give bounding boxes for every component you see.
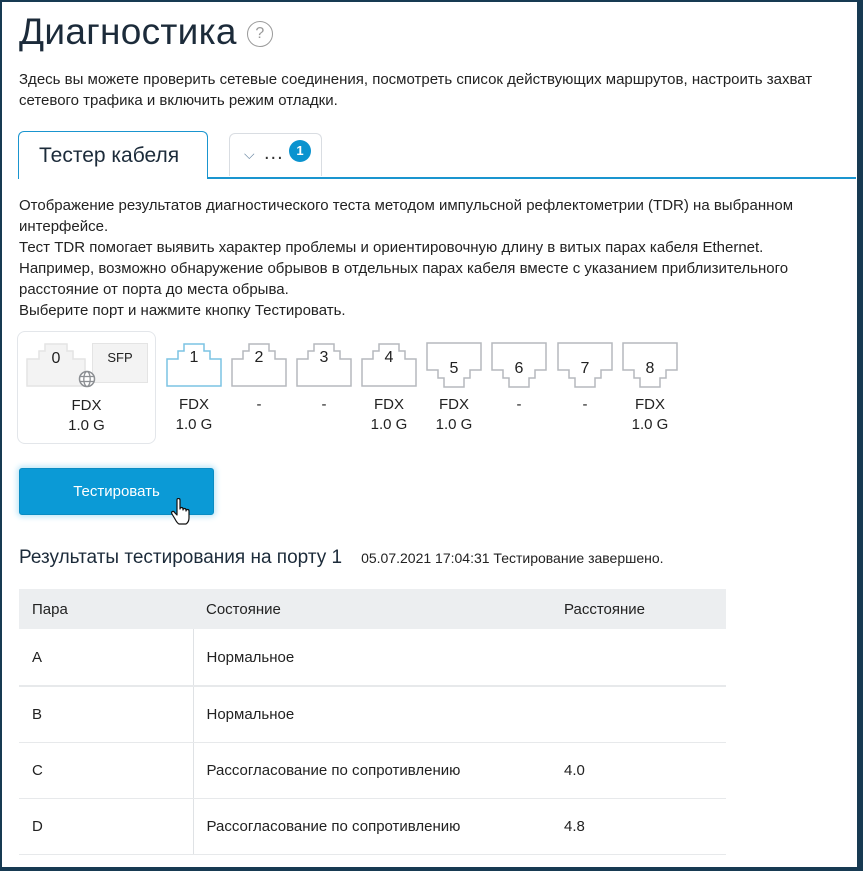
page-intro: Здесь вы можете проверить сетевые соединения, посмотреть список действующих маршрутов, настроить захват сетевого трафика и включить режим отладки.: [19, 71, 813, 109]
port-duplex: FDX: [179, 396, 209, 413]
globe-icon: [78, 370, 96, 388]
port-5[interactable]: [424, 331, 484, 433]
test-button[interactable]: Тестировать: [19, 468, 214, 515]
page-title: Диагностика: [19, 11, 237, 52]
results-status: 05.07.2021 17:04:31 Тестирование завершено.: [361, 550, 664, 566]
port-status: [620, 395, 680, 435]
sfp-label: SFP: [107, 350, 133, 365]
port-selector: [17, 331, 717, 445]
port-speed: 1.0 G: [370, 416, 408, 433]
cell-distance: 4.8: [551, 799, 726, 855]
port-duplex: -: [256, 396, 262, 413]
port-4[interactable]: [359, 331, 419, 433]
column-header-pair: Пара: [19, 589, 193, 629]
cell-pair: C: [19, 743, 193, 799]
cell-state: Нормальное: [193, 629, 551, 686]
table-header-row: [19, 589, 726, 629]
tab-cable-tester[interactable]: [18, 131, 208, 179]
chevron-down-icon: ⌵: [244, 146, 255, 162]
cell-pair: A: [19, 629, 193, 686]
port-status: [18, 396, 155, 436]
port-speed: 1.0 G: [175, 416, 213, 433]
cell-distance: [551, 629, 726, 686]
port-8[interactable]: [620, 331, 680, 433]
port-number: 8: [645, 360, 655, 377]
port-status: [164, 395, 224, 435]
port-duplex: -: [516, 396, 522, 413]
description-line: Тест TDR помогает выявить характер проблемы и ориентировочную длину в витых парах кабеля Ethernet.: [19, 239, 764, 256]
port-number: 0: [51, 350, 61, 367]
cell-state: Рассогласование по сопротивлению: [193, 799, 551, 855]
cell-pair: B: [19, 686, 193, 743]
description-line: Выберите порт и нажмите кнопку Тестировать.: [19, 302, 346, 319]
tab-more-dropdown[interactable]: [229, 133, 322, 176]
port-status: [229, 395, 289, 415]
tab-bar: [18, 131, 856, 179]
port-status: [555, 395, 615, 415]
cell-pair: D: [19, 799, 193, 855]
port-status: [359, 395, 419, 435]
port-number: 2: [254, 349, 264, 366]
hand-cursor-icon: [170, 498, 194, 526]
port-duplex: FDX: [439, 396, 469, 413]
port-duplex: FDX: [71, 397, 102, 414]
table-row: [19, 799, 726, 855]
page-header: [19, 8, 273, 56]
port-number: 1: [189, 349, 199, 366]
cell-state: Нормальное: [193, 686, 551, 743]
tab-more-label: ...: [264, 142, 284, 164]
results-title: Результаты тестирования на порту 1: [19, 547, 343, 568]
port-duplex: FDX: [635, 396, 665, 413]
notification-badge: 1: [289, 140, 311, 162]
port-7[interactable]: [555, 331, 615, 413]
port-status: [489, 395, 549, 415]
port-number: 3: [319, 349, 329, 366]
description-line: Отображение результатов диагностического теста методом импульсной рефлектометрии (TDR) на выбранном интерфейсе.: [19, 197, 794, 235]
port-duplex: FDX: [374, 396, 404, 413]
port-number: 4: [384, 349, 394, 366]
tab-label: Тестер кабеля: [39, 144, 180, 167]
table-row: [19, 743, 726, 799]
cell-distance: 4.0: [551, 743, 726, 799]
port-duplex: -: [582, 396, 588, 413]
description-line: Например, возможно обнаружение обрывов в отдельных парах кабеля вместе с указанием приблизительного расстояние от порта до места обрыва.: [19, 260, 789, 298]
diagnostics-page: [2, 2, 857, 867]
port-1[interactable]: [164, 331, 224, 433]
port-speed: 1.0 G: [68, 417, 105, 434]
column-header-state: Состояние: [193, 589, 551, 629]
port-6[interactable]: [489, 331, 549, 413]
port-duplex: -: [321, 396, 327, 413]
port-number: 7: [580, 360, 590, 377]
cell-distance: [551, 686, 726, 743]
cell-state: Рассогласование по сопротивлению: [193, 743, 551, 799]
port-3[interactable]: [294, 331, 354, 413]
port-status: [294, 395, 354, 415]
port-speed: 1.0 G: [435, 416, 473, 433]
tdr-description: [19, 195, 849, 321]
port-status: [424, 395, 484, 435]
column-header-distance: Расстояние: [551, 589, 726, 629]
table-row: [19, 629, 726, 686]
port-2[interactable]: [229, 331, 289, 413]
results-table: [19, 589, 726, 855]
port-speed: 1.0 G: [631, 416, 669, 433]
question-circle-icon[interactable]: ?: [247, 21, 273, 47]
port-wan-0[interactable]: [17, 331, 156, 444]
sfp-slot[interactable]: [92, 343, 148, 383]
results-header: [19, 547, 664, 569]
port-number: 5: [449, 360, 459, 377]
port-number: 6: [514, 360, 524, 377]
table-row: [19, 686, 726, 743]
